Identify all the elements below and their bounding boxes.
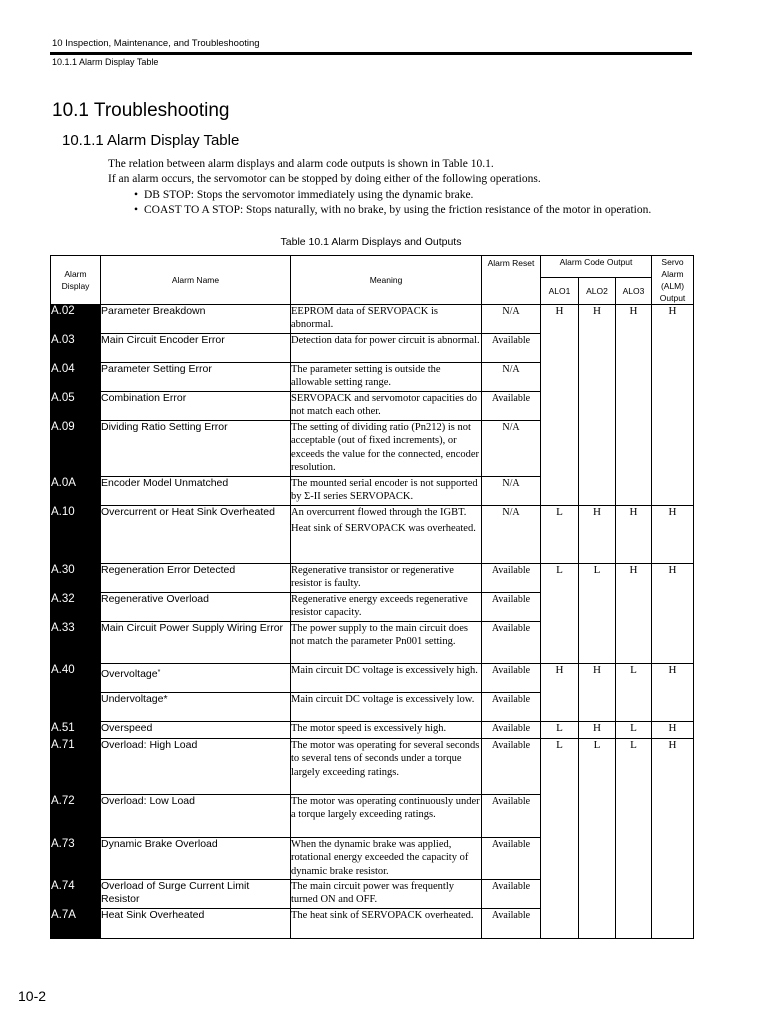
intro-line-2: If an alarm occurs, the servomotor can be stopped by doing either of the following operations. xyxy=(108,172,541,185)
alarm-name: Overspeed xyxy=(101,722,291,739)
meaning-text-secondary: Heat sink of SERVOPACK was overheated. xyxy=(291,523,476,535)
alm-output: H xyxy=(652,564,694,664)
alarm-name xyxy=(101,664,291,693)
header-alarm-code-output: Alarm Code Output xyxy=(541,256,652,278)
alarm-table xyxy=(50,255,694,939)
alo1-output: L xyxy=(541,506,579,564)
alarm-meaning xyxy=(291,838,482,880)
alo1-output: L xyxy=(541,739,579,939)
subsection-heading: 10.1.1 Alarm Display Table xyxy=(62,132,240,149)
header-alo2: ALO2 xyxy=(579,278,616,305)
header-meaning: Meaning xyxy=(291,256,482,305)
alo3-output: H xyxy=(616,506,652,564)
meaning-text: Regenerative energy exceeds regenerative resistor capacity. xyxy=(291,594,468,619)
alarm-reset: N/A xyxy=(482,421,541,477)
header-alarm-reset: Alarm Reset xyxy=(482,256,541,305)
alarm-reset: Available xyxy=(482,795,541,838)
alarm-name: Main Circuit Encoder Error xyxy=(101,334,291,363)
meaning-text: The setting of dividing ratio (Pn212) is not acceptable (out of fixed increments), or exceeds the value for the connected, encoder resolution. xyxy=(291,422,480,473)
alarm-reset: N/A xyxy=(482,477,541,506)
alarm-reset: N/A xyxy=(482,363,541,392)
alarm-reset: Available xyxy=(482,593,541,622)
alo1-output: H xyxy=(541,664,579,722)
running-header-chapter: 10 Inspection, Maintenance, and Troubleshooting xyxy=(52,38,260,49)
alarm-code: A.30 xyxy=(51,564,101,593)
table-caption: Table 10.1 Alarm Displays and Outputs xyxy=(280,236,462,248)
alarm-reset: Available xyxy=(482,622,541,664)
meaning-text: Main circuit DC voltage is excessively high. xyxy=(291,665,478,676)
alarm-name: Regeneration Error Detected xyxy=(101,564,291,593)
alarm-name: Overload: Low Load xyxy=(101,795,291,838)
meaning-text: The mounted serial encoder is not supported by Σ-II series SERVOPACK. xyxy=(291,478,478,503)
alarm-meaning xyxy=(291,622,482,664)
alarm-name: Dividing Ratio Setting Error xyxy=(101,421,291,477)
alarm-name: Combination Error xyxy=(101,392,291,421)
alm-output: H xyxy=(652,739,694,939)
alo3-output: H xyxy=(616,305,652,506)
alarm-code: A.09 xyxy=(51,421,101,477)
meaning-text: The motor was operating for several seconds to several tens of seconds under a torque largely exceeding ratings. xyxy=(291,740,480,778)
alarm-meaning xyxy=(291,909,482,939)
meaning-text: An overcurrent flowed through the IGBT. xyxy=(291,507,467,518)
alarm-code: A.7A xyxy=(51,909,101,939)
alarm-name: Main Circuit Power Supply Wiring Error xyxy=(101,622,291,664)
alarm-reset: Available xyxy=(482,909,541,939)
meaning-text: The main circuit power was frequently turned ON and OFF. xyxy=(291,881,454,906)
alo2-output: H xyxy=(579,722,616,739)
alarm-code: A.0A xyxy=(51,477,101,506)
alarm-name: Parameter Breakdown xyxy=(101,305,291,334)
meaning-text: The power supply to the main circuit does not match the parameter Pn001 setting. xyxy=(291,623,468,648)
alarm-reset: Available xyxy=(482,693,541,722)
meaning-text: The motor speed is excessively high. xyxy=(291,723,447,734)
table-row xyxy=(51,564,694,593)
stop-methods-list xyxy=(108,188,698,217)
alarm-meaning xyxy=(291,392,482,421)
alm-output: H xyxy=(652,664,694,722)
alo3-output: H xyxy=(616,564,652,664)
alarm-meaning xyxy=(291,722,482,739)
alarm-reset: Available xyxy=(482,334,541,363)
meaning-text: Detection data for power circuit is abnormal. xyxy=(291,335,480,346)
alarm-name: Undervoltage* xyxy=(101,693,291,722)
alarm-code: A.40 xyxy=(51,664,101,722)
alarm-meaning xyxy=(291,593,482,622)
bullet-text-db-stop: DB STOP: Stops the servomotor immediately using the dynamic brake. xyxy=(144,189,474,201)
running-header-section: 10.1.1 Alarm Display Table xyxy=(52,57,159,67)
header-alo1: ALO1 xyxy=(541,278,579,305)
list-item xyxy=(108,203,698,218)
meaning-text: The motor was operating continuously under a torque largely exceeding ratings. xyxy=(291,796,480,821)
alarm-code: A.04 xyxy=(51,363,101,392)
header-alarm-display: Alarm Display xyxy=(51,256,101,305)
footnote-mark: * xyxy=(157,669,161,676)
alarm-meaning xyxy=(291,739,482,795)
alarm-name: Overcurrent or Heat Sink Overheated xyxy=(101,506,291,564)
section-heading: 10.1 Troubleshooting xyxy=(52,100,230,121)
alarm-meaning xyxy=(291,477,482,506)
table-row xyxy=(51,506,694,564)
alarm-code: A.71 xyxy=(51,739,101,795)
alo1-output: L xyxy=(541,722,579,739)
meaning-text: When the dynamic brake was applied, rotational energy exceeded the capacity of dynamic brake resistor. xyxy=(291,839,469,877)
header-servo-alarm-output: Servo Alarm (ALM) Output xyxy=(652,256,694,305)
alarm-meaning xyxy=(291,564,482,593)
list-item xyxy=(108,188,698,203)
alarm-code: A.73 xyxy=(51,838,101,880)
alarm-code: A.51 xyxy=(51,722,101,739)
table-row xyxy=(51,739,694,795)
intro-text xyxy=(108,157,698,217)
bullet-icon: • xyxy=(134,189,139,201)
alo2-output: H xyxy=(579,506,616,564)
alarm-reset: Available xyxy=(482,838,541,880)
alarm-meaning xyxy=(291,664,482,693)
alarm-name: Dynamic Brake Overload xyxy=(101,838,291,880)
page-number: 10-2 xyxy=(18,988,47,1004)
table-row xyxy=(51,664,694,693)
alo2-output: L xyxy=(579,739,616,939)
header-alo3: ALO3 xyxy=(616,278,652,305)
bullet-text-coast-stop: COAST TO A STOP: Stops naturally, with no brake, by using the friction resistance of the motor in operation. xyxy=(144,203,652,216)
alarm-meaning xyxy=(291,795,482,838)
table-row xyxy=(51,722,694,739)
alarm-reset: Available xyxy=(482,392,541,421)
alarm-reset: N/A xyxy=(482,506,541,564)
alm-output: H xyxy=(652,506,694,564)
alarm-code: A.32 xyxy=(51,593,101,622)
alarm-meaning xyxy=(291,693,482,722)
alarm-code: A.33 xyxy=(51,622,101,664)
meaning-text: EEPROM data of SERVOPACK is abnormal. xyxy=(291,306,438,331)
alo1-output: H xyxy=(541,305,579,506)
alarm-reset: N/A xyxy=(482,305,541,334)
alarm-reset: Available xyxy=(482,880,541,909)
alarm-name: Encoder Model Unmatched xyxy=(101,477,291,506)
header-alarm-name: Alarm Name xyxy=(101,256,291,305)
alarm-name: Overload: High Load xyxy=(101,739,291,795)
table-row xyxy=(51,305,694,334)
meaning-text: The heat sink of SERVOPACK overheated. xyxy=(291,910,474,921)
alarm-reset: Available xyxy=(482,564,541,593)
alarm-code: A.03 xyxy=(51,334,101,363)
alm-output: H xyxy=(652,305,694,506)
meaning-text: SERVOPACK and servomotor capacities do not match each other. xyxy=(291,393,478,418)
header-rule xyxy=(50,52,692,55)
alarm-meaning xyxy=(291,334,482,363)
alarm-code: A.10 xyxy=(51,506,101,564)
alo2-output: L xyxy=(579,564,616,664)
alarm-code: A.74 xyxy=(51,880,101,909)
alo3-output: L xyxy=(616,664,652,722)
alarm-meaning xyxy=(291,880,482,909)
alarm-name-text: Overvoltage xyxy=(101,668,158,680)
alm-output: H xyxy=(652,722,694,739)
alo3-output: L xyxy=(616,739,652,939)
alarm-name: Heat Sink Overheated xyxy=(101,909,291,939)
alarm-reset: Available xyxy=(482,739,541,795)
alarm-code: A.05 xyxy=(51,392,101,421)
alarm-name: Parameter Setting Error xyxy=(101,363,291,392)
alarm-name: Regenerative Overload xyxy=(101,593,291,622)
alo1-output: L xyxy=(541,564,579,664)
alarm-meaning xyxy=(291,421,482,477)
table-header-row xyxy=(51,256,694,278)
meaning-text: The parameter setting is outside the allowable setting range. xyxy=(291,364,441,389)
meaning-text: Regenerative transistor or regenerative resistor is faulty. xyxy=(291,565,454,590)
alarm-reset: Available xyxy=(482,722,541,739)
alarm-name: Overload of Surge Current Limit Resistor xyxy=(101,880,291,909)
alarm-code: A.72 xyxy=(51,795,101,838)
alarm-reset: Available xyxy=(482,664,541,693)
alarm-meaning xyxy=(291,363,482,392)
meaning-text: Main circuit DC voltage is excessively low. xyxy=(291,694,475,705)
alarm-meaning xyxy=(291,506,482,564)
alo2-output: H xyxy=(579,305,616,506)
alo3-output: L xyxy=(616,722,652,739)
intro-line-1: The relation between alarm displays and alarm code outputs is shown in Table 10.1. xyxy=(108,158,494,170)
alarm-code: A.02 xyxy=(51,305,101,334)
bullet-icon: • xyxy=(134,203,139,216)
alarm-meaning xyxy=(291,305,482,334)
alo2-output: H xyxy=(579,664,616,722)
